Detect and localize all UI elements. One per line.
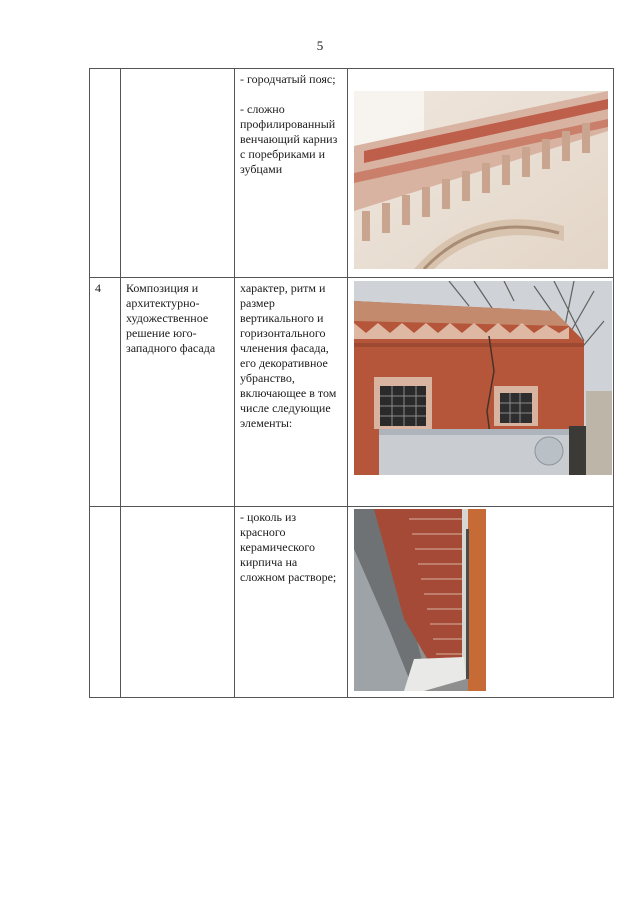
southwest-facade-photo — [354, 281, 612, 475]
photo-cell — [348, 69, 614, 278]
description-cell — [235, 69, 348, 278]
element-name-cell — [121, 69, 235, 278]
row-number-cell — [90, 69, 121, 278]
heritage-elements-table — [89, 68, 614, 698]
description-cell — [235, 278, 348, 507]
page-number: 5 — [316, 38, 324, 53]
description-text: характер, ритм и размер вертикального и горизонтального членения фасада, его декоративное убранство, включающее в том числе следующие элементы: — [240, 281, 337, 430]
element-name-cell: Композиция и архитектурно-художественное решение юго-западного фасада — [121, 278, 235, 507]
table-row — [90, 278, 614, 507]
table-row — [90, 69, 614, 278]
photo-cell — [348, 278, 614, 507]
table-row — [90, 507, 614, 698]
description-text: - городчатый пояс; — [240, 72, 336, 86]
plinth-photo — [354, 509, 486, 691]
description-text: - сложно профилированный венчающий карниз с поребриками и зубцами — [240, 102, 338, 176]
description-cell — [235, 507, 348, 698]
row-number-cell — [90, 507, 121, 698]
description-text: - цоколь из красного керамического кирпича на сложном растворе; — [240, 510, 337, 584]
row-number-cell: 4 — [90, 278, 121, 507]
element-name-cell — [121, 507, 235, 698]
photo-cell — [348, 507, 614, 698]
cornice-photo — [354, 91, 608, 269]
